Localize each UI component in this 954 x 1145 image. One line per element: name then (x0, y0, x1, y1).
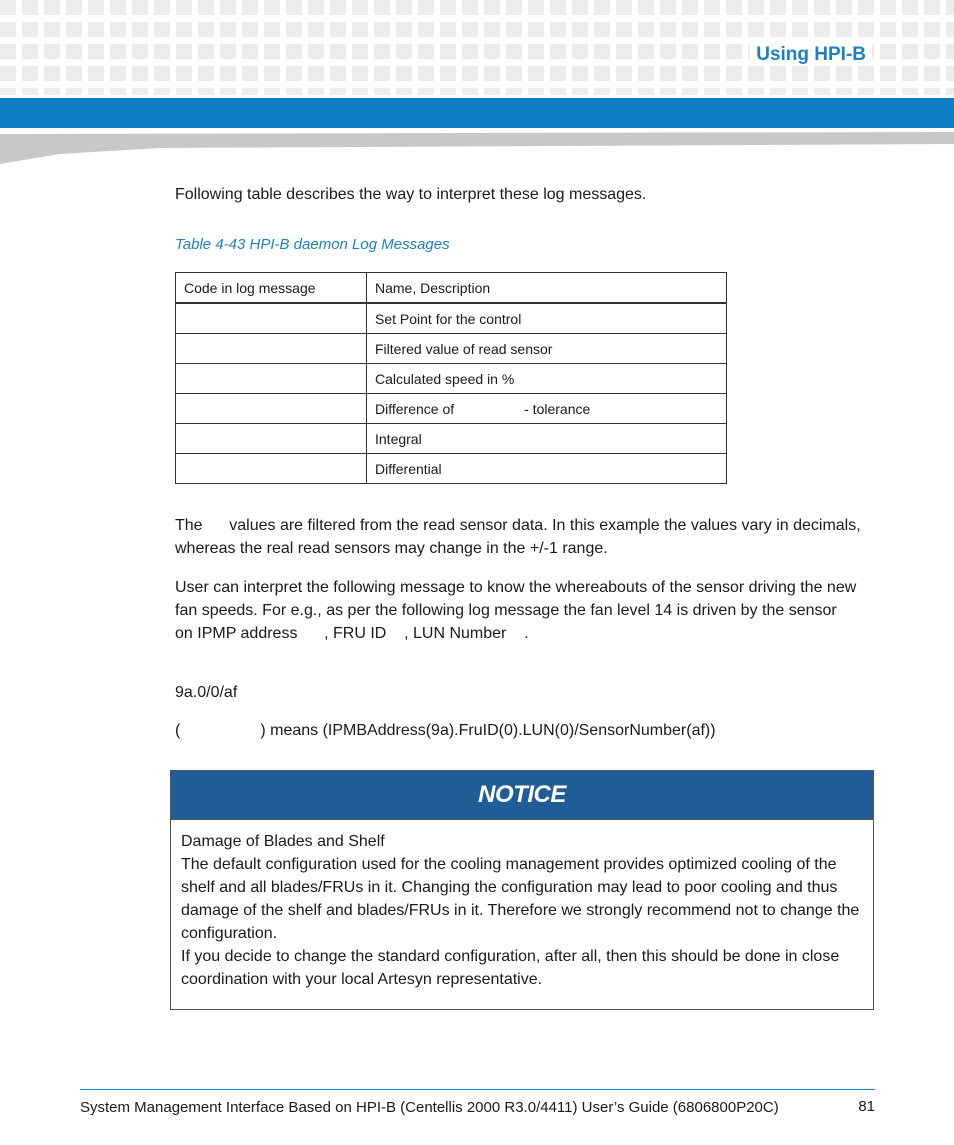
intro-text: Following table describes the way to interpret these log messages. (175, 186, 647, 203)
footer-divider (80, 1089, 875, 1090)
section-title: Using HPI-B (750, 44, 872, 66)
log-messages-table (175, 272, 727, 484)
table-cell-code (176, 454, 367, 484)
column-header: Code in log message (176, 273, 367, 304)
table-cell-code (176, 394, 367, 424)
table-row (176, 424, 727, 454)
table-cell-description: Differential (367, 454, 727, 484)
notice-body (171, 820, 873, 991)
page-number: 81 (858, 1098, 875, 1115)
paragraph-sensor-whereabouts: User can interpret the following message to know the whereabouts of the sensor driving the new fan speeds. For e.g., as per the following log message the fan level 14 is driven by the sensor on IPMP address , FRU ID , LUN Number . (175, 579, 868, 642)
table-cell-description: Integral (367, 424, 727, 454)
column-header: Name, Description (367, 273, 727, 304)
table-cell-description: Calculated speed in % (367, 364, 727, 394)
table-header-row (176, 273, 727, 304)
table-row (176, 303, 727, 334)
table-cell-code (176, 424, 367, 454)
table-row (176, 454, 727, 484)
table-cell-code (176, 303, 367, 334)
notice-box (170, 770, 874, 1010)
header-band (0, 98, 954, 128)
table-cell-code (176, 334, 367, 364)
notice-title: Damage of Blades and Shelf (181, 833, 385, 850)
log-example-explanation: ( ) means (IPMBAddress(9a).FruID(0).LUN(0)/SensorNumber(af)) (175, 722, 716, 739)
table-row (176, 334, 727, 364)
table-cell-description: Set Point for the control (367, 303, 727, 334)
table-caption: Table 4-43 HPI-B daemon Log Messages (175, 236, 450, 253)
notice-heading: NOTICE (171, 771, 873, 820)
table-row (176, 364, 727, 394)
table-cell-description: Difference of - tolerance (367, 394, 727, 424)
notice-text: If you decide to change the standard configuration, after all, then this should be done in close coordination with your local Artesyn representative. (181, 948, 840, 988)
table-cell-description: Filtered value of read sensor (367, 334, 727, 364)
paragraph-filtered-values: The values are filtered from the read sensor data. In this example the values vary in decimals, whereas the real read sensors may change in the +/-1 range. (175, 517, 866, 557)
log-example-line: 9a.0/0/af (175, 684, 238, 701)
notice-text: The default configuration used for the cooling management provides optimized cooling of the shelf and all blades/FRUs in it. Changing the configuration may lead to poor cooling and thus damage of the shelf and blades/FRUs in it. Therefore we strongly recommend not to change the configuration. (181, 856, 860, 942)
table-row (176, 394, 727, 424)
header-swoosh (0, 130, 954, 164)
footer-document-title: System Management Interface Based on HPI-B (Centellis 2000 R3.0/4411) User’s Guide (6806800P20C) (80, 1099, 779, 1116)
table-cell-code (176, 364, 367, 394)
